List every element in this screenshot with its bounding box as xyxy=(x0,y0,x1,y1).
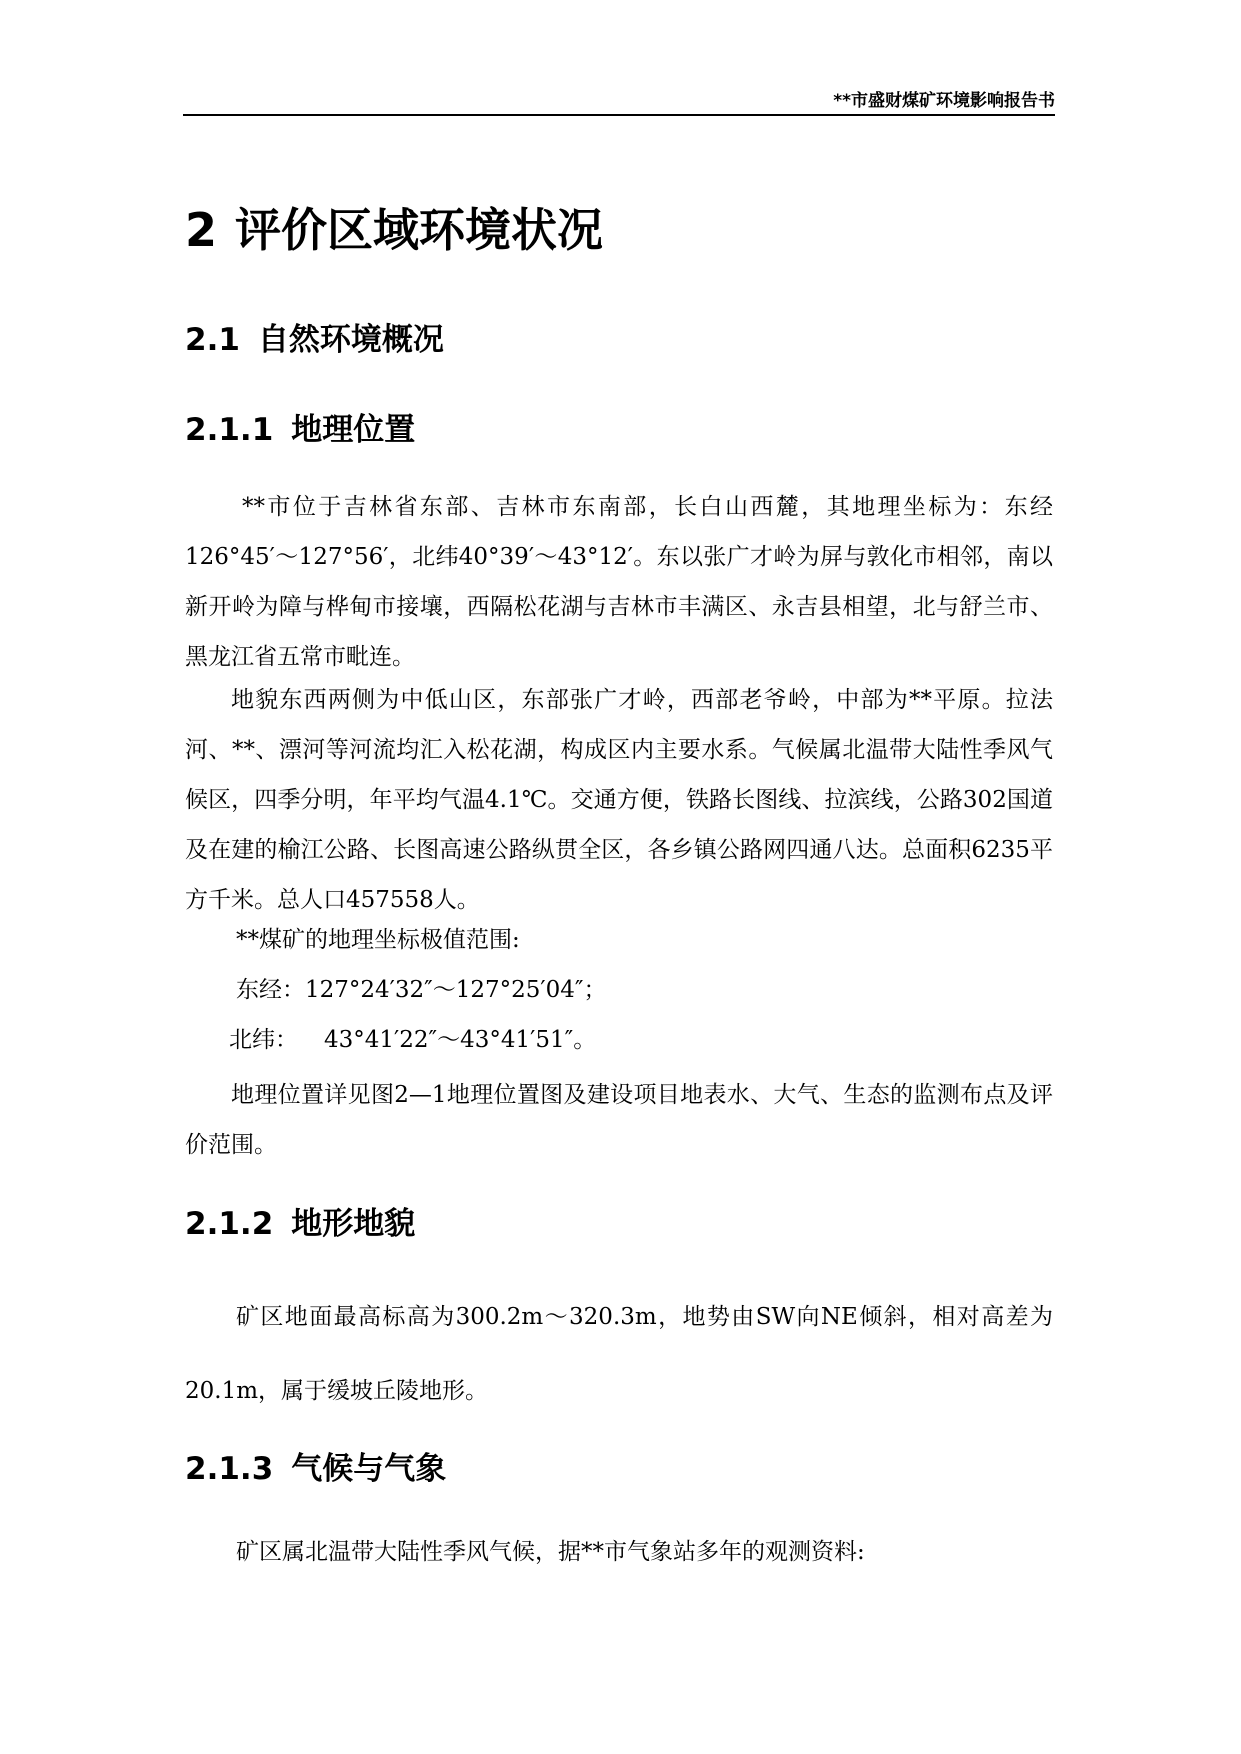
paragraph: 矿区地面最高标高为300.2m～320.3m，地势由SW向NE倾斜，相对高差为20.1m，属于缓坡丘陵地形。 xyxy=(185,1304,1053,1404)
chapter-number: 2 xyxy=(185,203,218,257)
coordinate-intro: **煤矿的地理坐标极值范围: xyxy=(236,927,520,953)
subsection-heading xyxy=(185,404,415,449)
subsection-heading xyxy=(185,1198,415,1243)
running-header: **市盛财煤矿环境影响报告书 xyxy=(833,91,1055,111)
latitude-label: 北纬： xyxy=(229,1027,298,1053)
paragraph: 地貌东西两侧为中低山区，东部张广才岭，西部老爷岭，中部为**平原。拉法河、**、漂河等河流均汇入松花湖，构成区内主要水系。气候属北温带大陆性季风气候区，四季分明，年平均气温4.1℃。交通方便，铁路长图线、拉滨线，公路302国道及在建的榆江公路、长图高速公路纵贯全区，各乡镇公路网四通八达。总面积6235平方千米。总人口457558人。 xyxy=(185,687,1053,913)
paragraph: 地理位置详见图2—1地理位置图及建设项目地表水、大气、生态的监测布点及评价范围。 xyxy=(185,1082,1053,1158)
chapter-title: 评价区域环境状况 xyxy=(235,203,604,257)
section-heading xyxy=(185,314,444,359)
subsection-heading xyxy=(185,1443,446,1488)
latitude-value: 43°41′22″～43°41′51″。 xyxy=(324,1027,597,1053)
latitude-range xyxy=(229,1020,596,1060)
subsection-number: 2.1.1 xyxy=(185,412,274,448)
section-number: 2.1 xyxy=(185,322,240,358)
paragraph: 矿区属北温带大陆性季风气候，据**市气象站多年的观测资料: xyxy=(236,1539,865,1565)
longitude-range: 东经：127°24′32″～127°25′04″； xyxy=(236,977,607,1003)
subsection-title: 地理位置 xyxy=(291,412,416,448)
paragraph: **市位于吉林省东部、吉林市东南部，长白山西麓，其地理坐标为：东经126°45′～127°56′，北纬40°39′～43°12′。东以张广才岭为屏与敦化市相邻，南以新开岭为障与桦甸市接壤，西隔松花湖与吉林市丰满区、永吉县相望，北与舒兰市、黑龙江省五常市毗连。 xyxy=(185,494,1053,670)
subsection-number: 2.1.3 xyxy=(185,1451,274,1487)
subsection-number: 2.1.2 xyxy=(185,1206,274,1242)
subsection-title: 地形地貌 xyxy=(291,1206,416,1242)
subsection-title: 气候与气象 xyxy=(291,1451,447,1487)
section-title: 自然环境概况 xyxy=(257,322,444,358)
header-rule xyxy=(183,114,1055,116)
chapter-heading xyxy=(185,194,603,260)
